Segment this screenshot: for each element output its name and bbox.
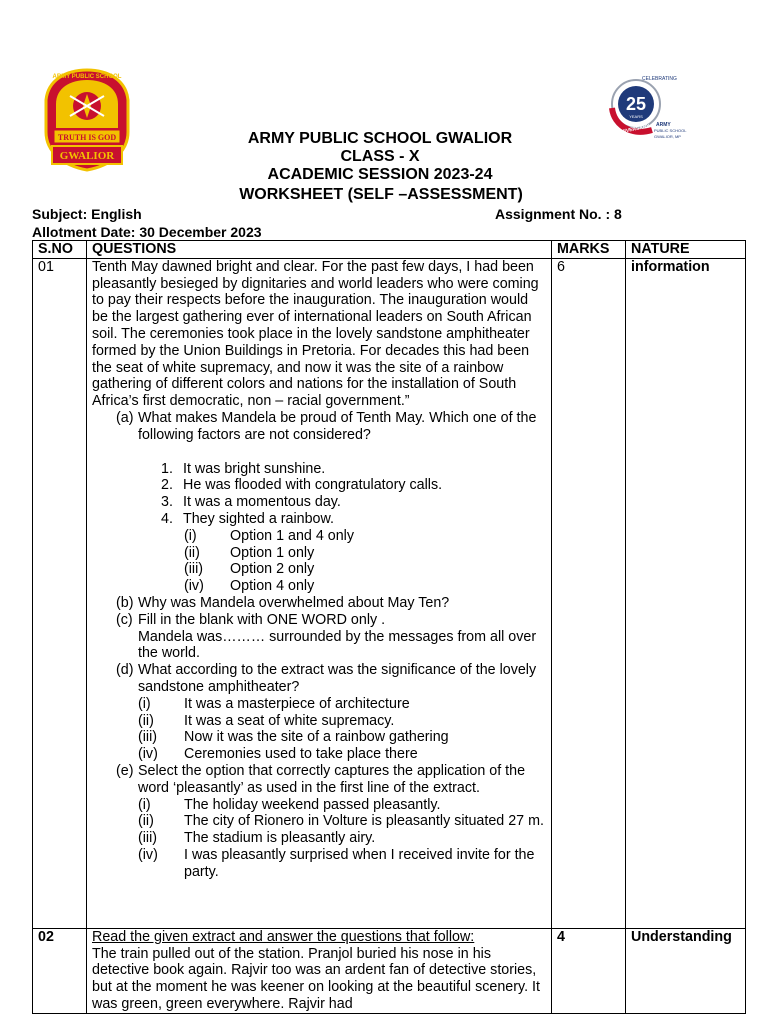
part-label: (e) [116,762,134,779]
part-text: What makes Mandela be proud of Tenth May. Which one of the following factors are not considered? [138,409,537,443]
q1-question-cell [87,258,552,928]
option-item: (i) It was a masterpiece of architecture [138,695,410,712]
header-nature: NATURE [626,241,746,259]
option-item: (i) Option 1 and 4 only [184,527,354,544]
option-item: (iv) Option 4 only [184,578,315,595]
q1-a-factor-list [92,461,546,528]
q1-a-options [92,528,546,595]
q2-question-cell [87,928,552,1013]
part-text: Why was Mandela overwhelmed about May Ten? [138,594,450,611]
list-item: 2. He was flooded with congratulatory calls. [161,477,443,494]
header-questions: QUESTIONS [87,241,552,259]
anniv-anniversary: ANNIVERSARY [613,123,651,137]
part-text: Select the option that correctly captures the application of the word ‘pleasantly’ as used in the first line of the extract. [138,762,526,796]
q1-part-a [92,410,546,444]
anniv-years: YEARS [629,114,643,119]
option-item: (ii) Option 1 only [184,544,315,561]
q2-instruction: Read the given extract and answer the questions that follow: [92,928,475,945]
worksheet-title: WORKSHEET (SELF –ASSESSMENT) [239,186,523,203]
crest-city: GWALIOR [59,150,115,162]
option-item: (iv) Ceremonies used to take place there [138,746,418,763]
q2-sno: 02 [33,928,87,1013]
table-row [33,258,746,928]
q1-marks: 6 [552,258,626,928]
allotment-date: Allotment Date: 30 December 2023 [32,224,262,240]
option-item: (iii) Now it was the site of a rainbow gathering [138,729,449,746]
worksheet-table [32,240,746,1014]
anniv-celebrating: CELEBRATING [642,76,677,82]
list-item: 3. It was a momentous day. [161,494,341,511]
anniv-number: 25 [625,94,647,114]
part-label: (a) [116,409,134,426]
part-text: What according to the extract was the significance of the lovely sandstone amphitheater? [138,662,537,695]
header-marks: MARKS [552,241,626,259]
q1-part-c [92,612,546,662]
class-title: CLASS - X [340,148,420,165]
q2-marks: 4 [552,928,626,1013]
part-text: Fill in the blank with ONE WORD only . [138,611,386,628]
part-label: (d) [116,662,134,679]
anniv-public-school: PUBLIC SCHOOL [654,128,687,133]
option-item: (iii) Option 2 only [184,561,315,578]
q2-nature: Understanding [626,928,746,1013]
session-title: ACADEMIC SESSION 2023-24 [267,166,493,183]
option-item: (iv) I was pleasantly surprised when I received invite for the party. [138,846,535,880]
part-label: (b) [116,594,134,611]
part-text-fill: Mandela was……… surrounded by the messages from all over the world. [138,628,537,662]
q1-part-d [92,662,546,696]
q1-part-e [92,763,546,797]
anniv-army: ARMY [656,122,671,128]
option-item: (ii) The city of Rionero in Volture is pleasantly situated 27 m. [138,813,544,830]
q2-passage: The train pulled out of the station. Pranjol buried his nose in his detective book again. Rajvir too was an ardent fan of detective stories, but at the moment he was keener on looking at the beautiful scenery. It was green, green everywhere. Rajvir had [92,945,540,1012]
q1-d-options [92,696,546,763]
q1-e-options [92,797,546,881]
crest-motto: TRUTH IS GOD [57,133,117,142]
anniv-gwalior: GWALIOR, MP [654,134,681,139]
crest-school-name: ARMY PUBLIC SCHOOL [52,74,122,80]
list-item: 1. It was bright sunshine. [161,460,326,477]
subject-line: Subject: English [32,206,142,222]
option-item: (i) The holiday weekend passed pleasantly. [138,796,441,813]
header-sno: S.NO [33,241,87,259]
q1-nature: information [626,258,746,928]
q1-part-b [92,595,546,612]
assignment-number: Assignment No. : 8 [495,206,622,222]
part-label: (c) [116,611,133,628]
option-item: (ii) It was a seat of white supremacy. [138,712,395,729]
list-item: 4. They sighted a rainbow. [161,510,335,527]
table-header-row [33,241,746,259]
option-item: (iii) The stadium is pleasantly airy. [138,830,376,847]
q1-passage: Tenth May dawned bright and clear. For the past few days, I had been pleasantly besieged by dignitaries and world leaders who were coming to pay their respects before the inauguration. The inauguration would be the largest gathering ever of international leaders on South African soil. The ceremonies took place in the lovely sandstone amphitheater formed by the Union Buildings in Pretoria. For decades this had been the seat of white supremacy, and now it was the site of a rainbow gathering of different colors and nations for the installation of South Africa’s first democratic, non – racial government.” [92,258,539,410]
q1-sno: 01 [33,258,87,928]
school-title: ARMY PUBLIC SCHOOL GWALIOR [247,130,513,147]
table-row [33,928,746,1013]
